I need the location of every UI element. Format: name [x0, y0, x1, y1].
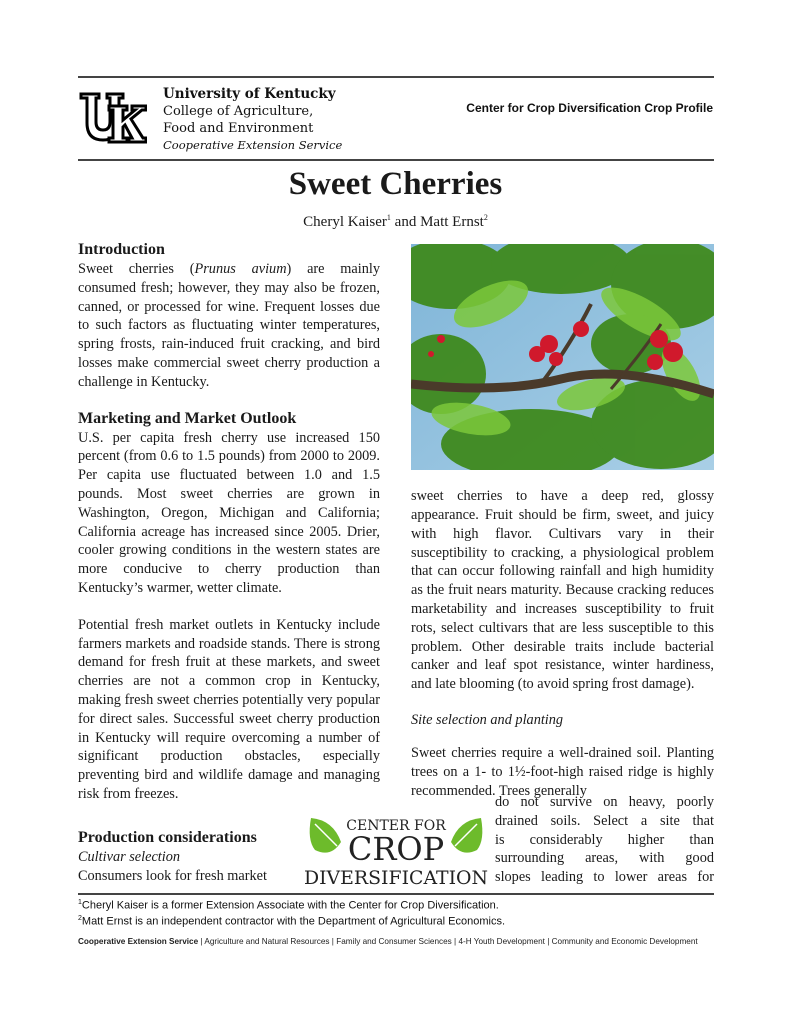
crop-profile-label: Center for Crop Diversification Crop Profile: [466, 101, 713, 115]
author-1-sup: 1: [386, 213, 391, 222]
footer-programs-list: | Agriculture and Natural Resources | Family and Consumer Sciences | 4-H Youth Development | Community and Economic Development: [198, 937, 698, 946]
footnote-2: $^2$Matt Ernst is an independent contractor with the Department of Agricultural Economics.: [78, 915, 506, 928]
footnote-1: $^1$Cheryl Kaiser is a former Extension Associate with the Center for Crop Diversification.: [78, 899, 499, 912]
wrap-line: drained soils. Select a site that: [495, 812, 714, 829]
uk-college: College of Agriculture,: [163, 104, 314, 119]
site-paragraph: Sweet cherries require a well-drained soil. Planting trees on a 1- to 1½-foot-high raised ridge is highly recommended. Trees generally: [411, 745, 714, 799]
production-heading: Production considerations: [78, 829, 257, 846]
uk-name: University of Kentucky: [163, 86, 336, 102]
intro-heading: Introduction: [78, 241, 165, 258]
author-2: Matt Ernst: [420, 214, 484, 230]
uk-logo-icon: [79, 92, 147, 144]
wrap-line: surrounding areas, with good: [495, 850, 714, 867]
author-1: Cheryl Kaiser: [303, 214, 387, 230]
wrap-line: is considerably higher than: [495, 831, 714, 848]
header-bottom-rule: [78, 159, 714, 161]
uk-extension: Cooperative Extension Service: [163, 138, 343, 152]
production-section: [78, 828, 308, 886]
marketing-paragraph-1: U.S. per capita fresh cherry use increased 150 percent (from 0.6 to 1.5 pounds) from 2000 to 2009. Per capita use fluctuated between 1.0 and 1.5 pounds. Most sweet cherries are grown in Washington, Oregon, Michigan and California; California acreage has increased since 2005. Drier, cooler growing conditions in the western states are more conducive to cherry production than Kentucky’s warmer, wetter climate.: [78, 429, 380, 596]
wrap-line: do not survive on heavy, poorly: [495, 794, 714, 810]
left-column: [78, 240, 380, 804]
authors-and: and: [390, 214, 421, 230]
uk-wordmark: [163, 86, 342, 154]
marketing-paragraph-2: Potential fresh market outlets in Kentucky include farmers markets and roadside stands. There is strong demand for fresh fruit at these markets, and sweet cherries are not a common crop in Kentucky, making fresh sweet cherries potentially very popular for direct sales. Successful sweet cherry production in Kentucky will require overcoming a number of significant production obstacles, especially preventing bird and wildlife damage and managing risk from freezes.: [78, 616, 380, 802]
ccd-mid: CROP: [347, 830, 445, 868]
wrap-line: slopes leading to lower areas for: [495, 869, 714, 886]
header-top-rule: [78, 76, 714, 78]
footer-programs: [78, 937, 698, 946]
latin-name: Prunus avium: [194, 261, 287, 277]
authors: [0, 213, 791, 231]
author-2-sup: 2: [483, 213, 488, 222]
crop-diversification-logo: [303, 812, 489, 886]
page-title: Sweet Cherries: [288, 166, 503, 202]
site-subheading: Site selection and planting: [411, 712, 564, 729]
footer-rule: [78, 893, 714, 895]
uk-college-2: Food and Environment: [163, 121, 314, 136]
marketing-heading: Marketing and Market Outlook: [78, 409, 297, 427]
right-column: [411, 473, 714, 815]
footer-ces: Cooperative Extension Service: [78, 937, 199, 946]
intro-paragraph: Sweet cherries (Prunus avium) are mainly consumed fresh; however, they may also be frozen, canned, or processed for wine. Frequent losses due to such factors as fluctuating winter temperatures, spring frosts, rain-induced fruit cracking, and bird losses make commercial sweet cherry production a challenge in Kentucky.: [78, 261, 381, 390]
cherry-tree-photo: [411, 244, 714, 470]
site-wrap-lines: [495, 793, 714, 887]
production-text: Consumers look for fresh market: [78, 867, 267, 884]
cultivar-paragraph: sweet cherries to have a deep red, glossy appearance. Fruit should be firm, sweet, and juicy with high flavor. Cultivars vary in their susceptibility to cracking, a physiological problem that can occur following rainfall and high humidity as the fruit nears maturity. Because cracking reduces marketability and increases susceptibility to fruit rots, select cultivars that are less susceptible to this problem. Other desirable traits include bacterial canker and leaf spot resistance, winter hardiness, and late blooming (to avoid spring frost damage).: [411, 488, 714, 693]
ccd-top: CENTER FOR: [346, 818, 446, 834]
ccd-bottom: DIVERSIFICATION: [304, 867, 488, 886]
cultivar-subheading: Cultivar selection: [78, 849, 181, 865]
